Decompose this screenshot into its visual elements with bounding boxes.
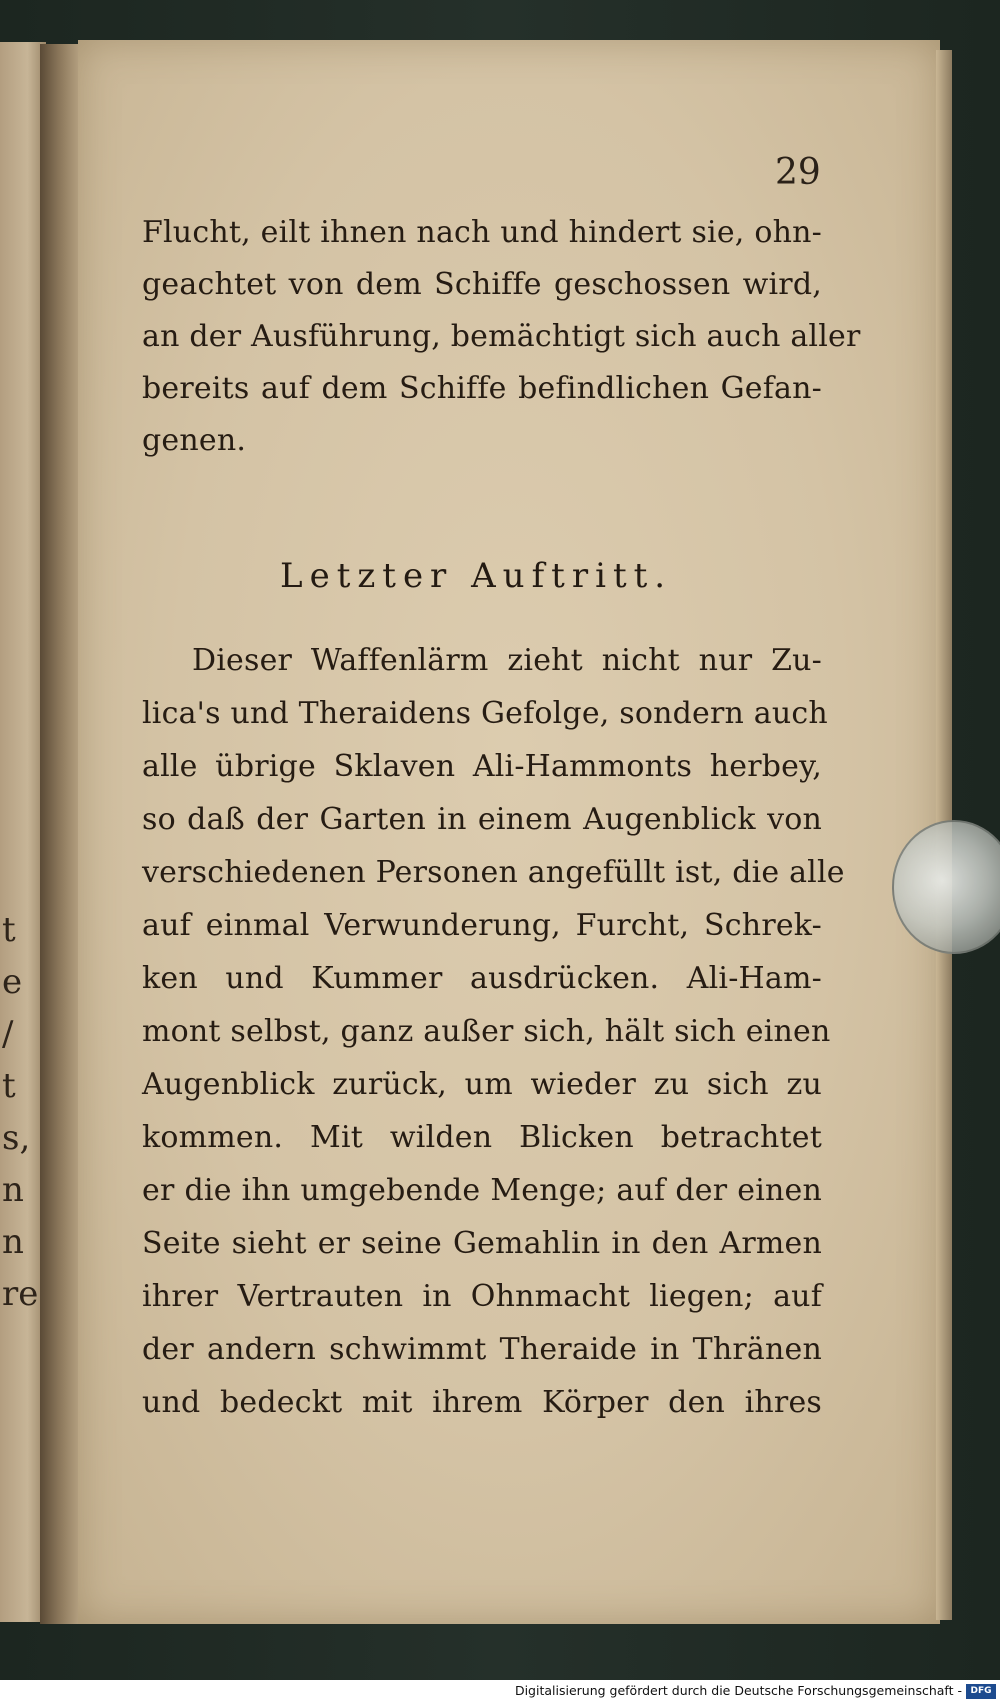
text-line: geachtet von dem Schiffe geschossen wird, xyxy=(142,267,822,302)
text-line: mont selbst, ganz außer sich, hält sich einen xyxy=(142,1014,831,1049)
left-page-fragment: t xyxy=(2,1066,16,1106)
text-line: so daß der Garten in einem Augenblick von xyxy=(142,802,822,837)
text-line: Augenblick zurück, um wieder zu sich zu xyxy=(142,1067,822,1102)
footer-bar xyxy=(0,1680,1000,1704)
text-line: an der Ausführung, bemächtigt sich auch aller xyxy=(142,319,861,354)
text-line: Dieser Waffenlärm zieht nicht nur Zu- xyxy=(192,643,822,678)
text-line: kommen. Mit wilden Blicken betrachtet xyxy=(142,1120,822,1155)
text-line: ihrer Vertrauten in Ohnmacht liegen; auf xyxy=(142,1279,822,1314)
left-page-fragment: t xyxy=(2,910,16,950)
text-line: lica's und Theraidens Gefolge, sondern auch xyxy=(142,696,828,731)
text-line: der andern schwimmt Theraide in Thränen xyxy=(142,1332,822,1367)
book-gutter xyxy=(40,44,82,1624)
dfg-logo-icon: DFG xyxy=(966,1684,996,1699)
text-line: und bedeckt mit ihrem Körper den ihres xyxy=(142,1385,822,1420)
left-page-fragment: / xyxy=(2,1014,14,1054)
text-line: genen. xyxy=(142,423,247,458)
text-line: bereits auf dem Schiffe befindlichen Gefan- xyxy=(142,371,822,406)
text-line: Seite sieht er seine Gemahlin in den Armen xyxy=(142,1226,822,1261)
scene-heading: Letzter Auftritt. xyxy=(280,556,673,596)
left-page-fragment: re xyxy=(2,1274,39,1314)
text-line: er die ihn umgebende Menge; auf der einen xyxy=(142,1173,822,1208)
left-page-fragment: e xyxy=(2,962,23,1002)
text-line: alle übrige Sklaven Ali-Hammonts herbey, xyxy=(142,749,822,784)
funding-credit: Digitalisierung gefördert durch die Deutsche Forschungsgemeinschaft - xyxy=(514,1683,962,1698)
text-line: Flucht, eilt ihnen nach und hindert sie, ohn- xyxy=(142,215,822,250)
text-line: auf einmal Verwunderung, Furcht, Schrek- xyxy=(142,908,822,943)
left-page-fragment: n xyxy=(2,1222,24,1262)
left-page-fragment: n xyxy=(2,1170,24,1210)
text-line: verschiedenen Personen angefüllt ist, die alle xyxy=(142,855,845,890)
page-number: 29 xyxy=(775,152,821,193)
left-page-fragment: s, xyxy=(2,1118,31,1158)
text-line: ken und Kummer ausdrücken. Ali-Ham- xyxy=(142,961,822,996)
